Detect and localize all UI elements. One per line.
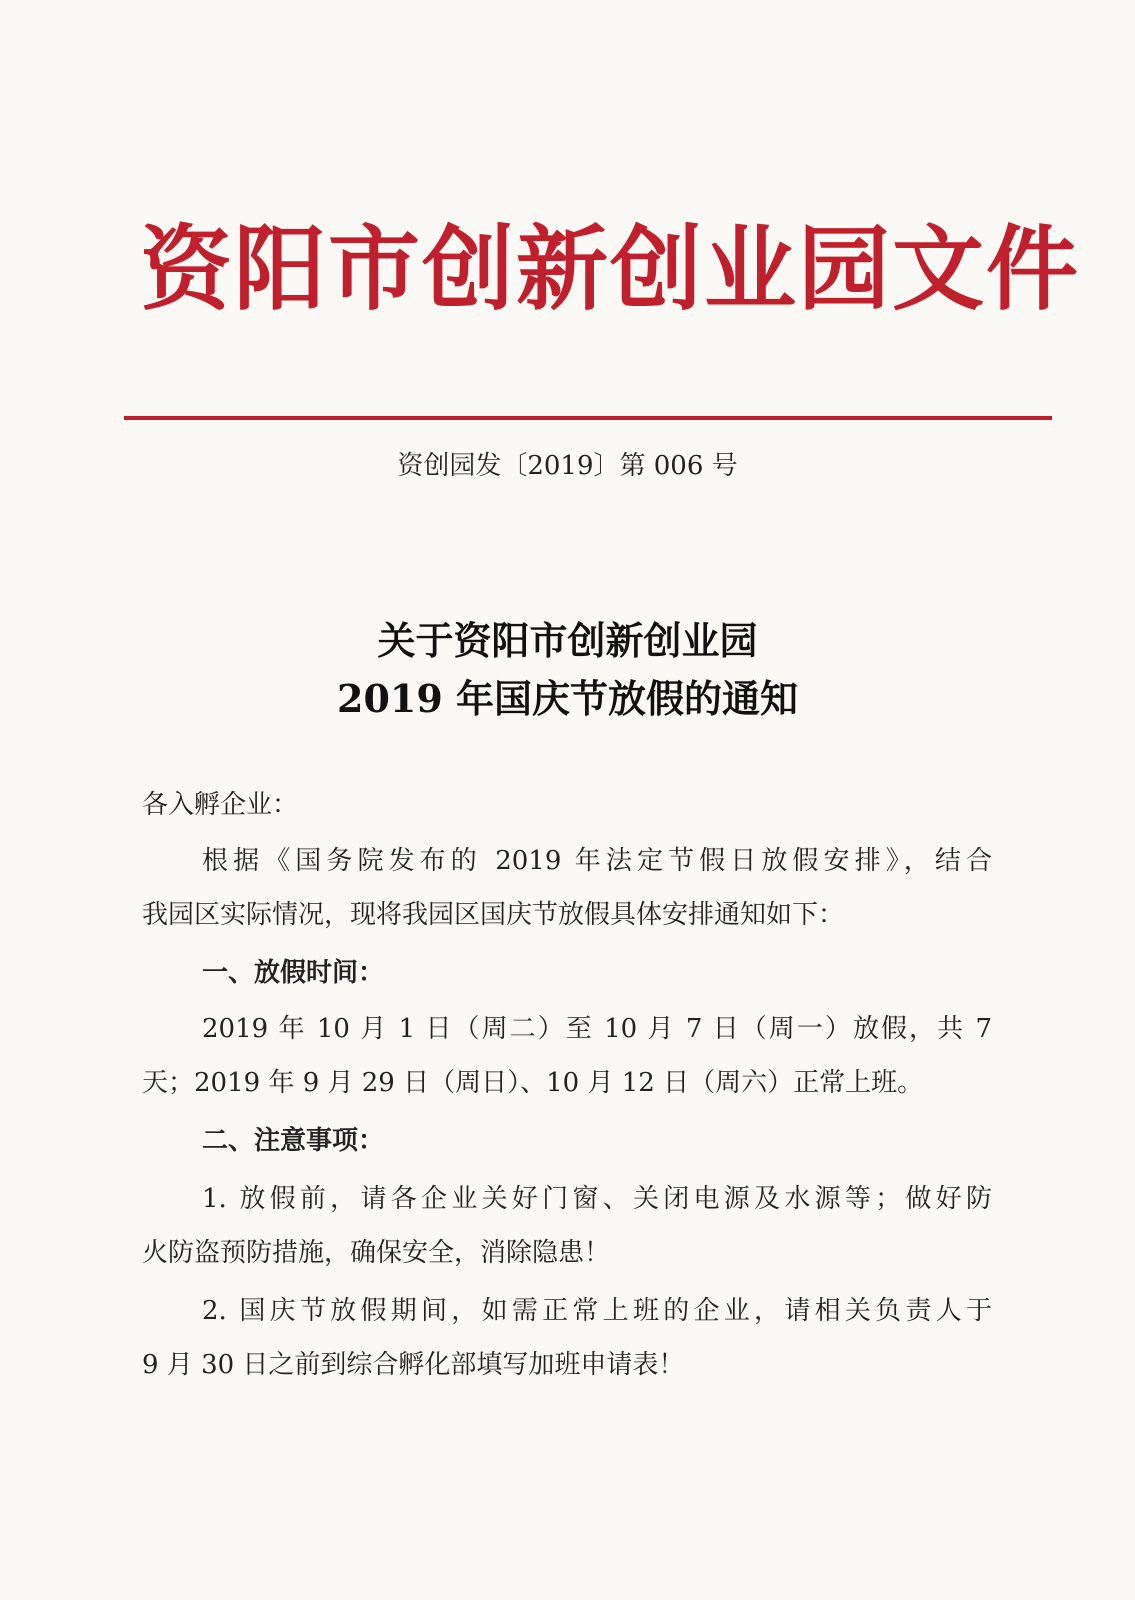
item-1-line-2: 火防盗预防措施，确保安全，消除隐患！ [142,1238,611,1268]
org-file-title: 资阳市创新创业园文件 [140,216,1081,323]
section-1-heading: 一、放假时间： [202,958,385,988]
item-2-line-1: 2. 国庆节放假期间，如需正常上班的企业，请相关负责人于 [202,1296,992,1326]
item-1-paragraph [142,1172,992,1280]
item-1-line-1: 1. 放假前，请各企业关好门窗、关闭电源及水源等；做好防 [202,1184,992,1214]
intro-line-1: 根据《国务院发布的 2019 年法定节假日放假安排》，结合 [202,846,992,876]
item-2-line-2: 9 月 30 日之前到综合孵化部填写加班申请表！ [142,1350,685,1380]
notice-title-line-2: 2019 年国庆节放假的通知 [337,676,798,721]
notice-title-line-1: 关于资阳市创新创业园 [377,618,758,663]
section-1-paragraph [142,1002,992,1110]
notice-title [0,612,1135,728]
section-1-line-2: 天；2019 年 9 月 29 日（周日）、10 月 12 日（周六）正常上班。 [142,1068,924,1098]
item-2-paragraph [142,1284,992,1392]
section-2-heading: 二、注意事项： [202,1126,385,1156]
intro-line-2: 我园区实际情况，现将我园区国庆节放假具体安排通知如下： [142,900,845,930]
red-separator-line [124,416,1052,420]
intro-paragraph [142,834,992,942]
document-number: 资创园发〔2019〕第 006 号 [397,451,738,481]
salutation: 各入孵企业： [142,790,299,820]
section-1-line-1: 2019 年 10 月 1 日（周二）至 10 月 7 日（周一）放假，共 7 [202,1014,992,1044]
